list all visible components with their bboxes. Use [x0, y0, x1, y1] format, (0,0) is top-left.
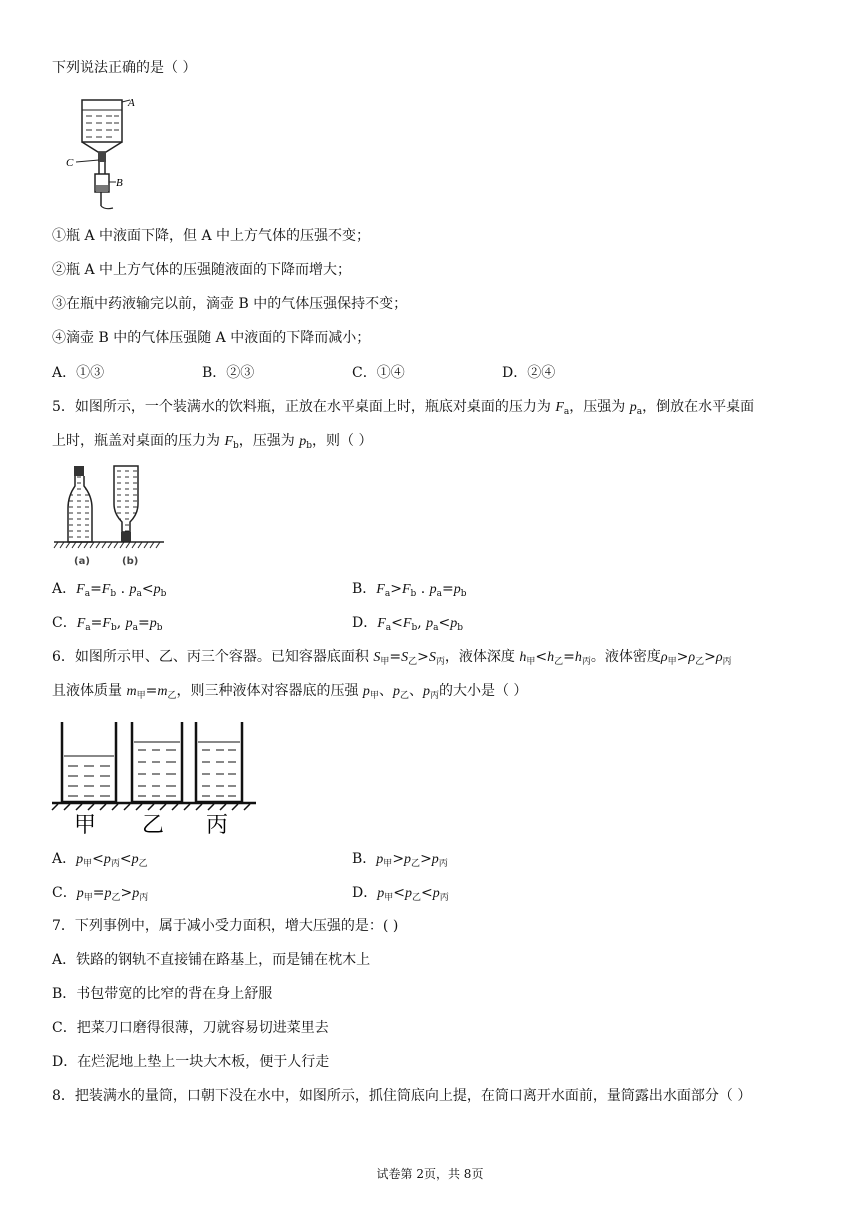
q7-option-c: C．把菜刀口磨得很薄，刀就容易切进菜里去 [52, 1020, 329, 1036]
label-B: B [116, 177, 123, 189]
q6-stem-line2: 且液体质量 $m_甲=m_乙$，则三种液体对容器底的压强 $p_甲$、$p_乙$、$p_丙$的大小是（ ） [52, 683, 528, 701]
q5-option-b: B．$F_a>F_b$ . $p_a=p_b$ [352, 581, 467, 599]
label-C: C [66, 157, 74, 169]
label-jia: 甲 [74, 813, 97, 836]
label-yi: 乙 [142, 813, 165, 836]
q4-option-c: C．①④ [352, 365, 405, 381]
label-bing: 丙 [206, 813, 229, 836]
q4-statement-3: ③在瓶中药液输完以前，滴壶 B 中的气体压强保持不变； [52, 296, 408, 312]
q4-statement-1: ①瓶 A 中液面下降，但 A 中上方气体的压强不变； [52, 228, 371, 244]
q8-stem: 8．把装满水的量筒，口朝下没在水中，如图所示，抓住筒底向上提，在筒口离开水面前，量筒露出水面部分（ ） [52, 1088, 752, 1104]
q6-stem-line1: 6．如图所示甲、乙、丙三个容器。已知容器底面积 $S_甲=S_乙>S_丙$，液体深度 $h_甲<h_乙=h_丙$。液体密度$\rho_甲>\rho_乙>\rho_丙$ [52, 649, 732, 667]
label-b: (b) [122, 556, 139, 567]
q6-option-a: A．$p_甲<p_丙<p_乙$ [52, 851, 148, 869]
q4-option-d: D．②④ [502, 365, 556, 381]
q5-option-a: A．$F_a=F_b$ . $p_a<p_b$ [52, 581, 167, 599]
q4-stem: 下列说法正确的是（ ） [52, 60, 197, 76]
q6-option-b: B．$p_甲>p_乙>p_丙$ [352, 851, 448, 869]
q5-option-c: C．$F_a=F_b$, $p_a=p_b$ [52, 615, 163, 633]
q4-option-a: A．①③ [52, 365, 105, 381]
q5-stem-line2: 上时，瓶盖对桌面的压力为 $F_b$，压强为 $p_b$，则（ ） [52, 433, 373, 451]
q7-option-b: B．书包带宽的比窄的背在身上舒服 [52, 986, 273, 1002]
q4-statement-2: ②瓶 A 中上方气体的压强随液面的下降而增大； [52, 262, 352, 278]
q6-option-c: C．$p_甲=p_乙>p_丙$ [52, 885, 149, 903]
bottles-figure [52, 462, 170, 570]
q5-option-d: D．$F_a<F_b$, $p_a<p_b$ [352, 615, 464, 633]
q7-stem: 7．下列事例中，属于减小受力面积，增大压强的是：( ) [52, 918, 399, 934]
q4-option-b: B．②③ [202, 365, 255, 381]
q5-stem-line1: 5．如图所示，一个装满水的饮料瓶，正放在水平桌面上时，瓶底对桌面的压力为 $F_a$，压强为 $p_a$，倒放在水平桌面 [52, 399, 755, 417]
label-A: A [128, 97, 135, 109]
label-a: (a) [74, 556, 90, 567]
page-footer: 试卷第 2页，共 8页 [376, 1167, 484, 1181]
q7-option-d: D．在烂泥地上垫上一块大木板，便于人行走 [52, 1054, 330, 1070]
containers-figure [50, 714, 262, 836]
iv-drip-figure [58, 94, 138, 216]
q6-option-d: D．$p_甲<p_乙<p_丙$ [352, 885, 449, 903]
q4-statement-4: ④滴壶 B 中的气体压强随 A 中液面的下降而减小； [52, 330, 371, 346]
q7-option-a: A．铁路的钢轨不直接铺在路基上，而是铺在枕木上 [52, 952, 371, 968]
